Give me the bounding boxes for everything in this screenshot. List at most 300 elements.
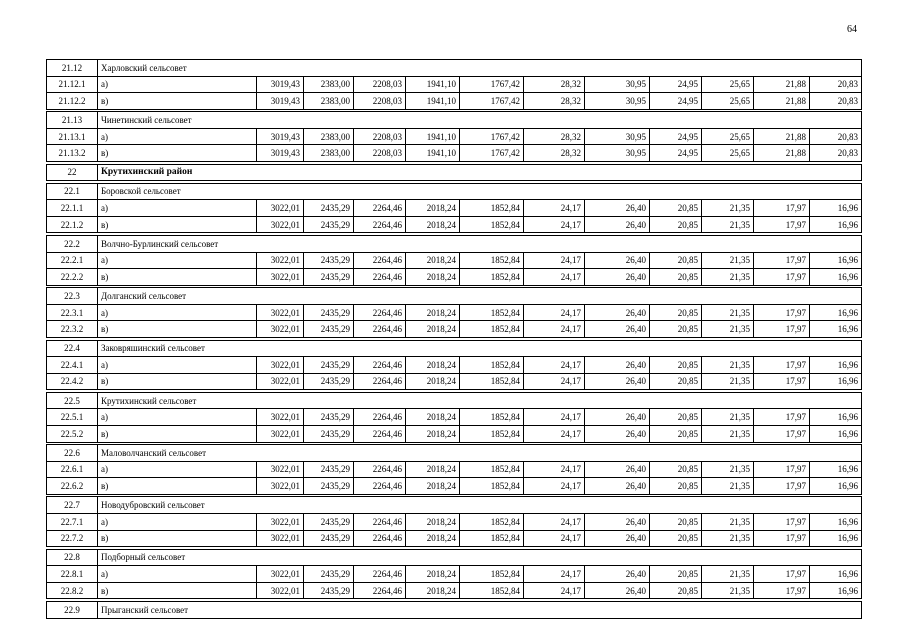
value-cell: 1852,84: [460, 321, 524, 338]
row-variant: в): [98, 321, 257, 338]
value-cell: 24,17: [524, 321, 585, 338]
value-cell: 21,35: [702, 530, 754, 547]
value-cell: 2435,29: [304, 269, 354, 286]
value-cell: 20,85: [650, 530, 702, 547]
district-title: Крутихинский район: [98, 164, 862, 181]
value-cell: 17,97: [754, 252, 810, 269]
value-cell: 3019,43: [257, 145, 304, 162]
value-cell: 2435,29: [304, 357, 354, 374]
value-cell: 2208,03: [354, 93, 406, 110]
table-row: [47, 200, 862, 217]
row-code: 22.6.2: [47, 478, 98, 495]
value-cell: 26,40: [585, 461, 650, 478]
row-variant: а): [98, 461, 257, 478]
value-cell: 2018,24: [406, 321, 460, 338]
value-cell: 20,83: [810, 128, 862, 145]
value-cell: 2435,29: [304, 304, 354, 321]
row-code: 22.2.2: [47, 269, 98, 286]
value-cell: 24,17: [524, 216, 585, 233]
value-cell: 2383,00: [304, 128, 354, 145]
table-row: [47, 216, 862, 233]
value-cell: 2018,24: [406, 582, 460, 599]
value-cell: 24,17: [524, 357, 585, 374]
value-cell: 1852,84: [460, 252, 524, 269]
value-cell: 20,85: [650, 252, 702, 269]
value-cell: 2018,24: [406, 373, 460, 390]
value-cell: 20,85: [650, 425, 702, 442]
value-cell: 26,40: [585, 304, 650, 321]
row-variant: в): [98, 216, 257, 233]
value-cell: 21,35: [702, 304, 754, 321]
section-row: [47, 392, 862, 409]
row-variant: а): [98, 513, 257, 530]
value-cell: 2208,03: [354, 128, 406, 145]
value-cell: 2435,29: [304, 252, 354, 269]
row-code: 21.12.1: [47, 76, 98, 93]
value-cell: 20,85: [650, 582, 702, 599]
value-cell: 17,97: [754, 269, 810, 286]
row-variant: в): [98, 269, 257, 286]
value-cell: 16,96: [810, 357, 862, 374]
section-row: [47, 549, 862, 566]
row-code: 22.3.1: [47, 304, 98, 321]
table-row: [47, 373, 862, 390]
value-cell: 21,35: [702, 321, 754, 338]
row-variant: а): [98, 128, 257, 145]
value-cell: 1852,84: [460, 304, 524, 321]
value-cell: 2018,24: [406, 461, 460, 478]
value-cell: 3022,01: [257, 304, 304, 321]
section-title: Новодубровский сельсовет: [98, 497, 862, 514]
value-cell: 1852,84: [460, 200, 524, 217]
value-cell: 2264,46: [354, 357, 406, 374]
value-cell: 2264,46: [354, 409, 406, 426]
value-cell: 16,96: [810, 252, 862, 269]
value-cell: 2435,29: [304, 200, 354, 217]
row-code: 21.13.2: [47, 145, 98, 162]
section-title: Крутихинский сельсовет: [98, 392, 862, 409]
value-cell: 1852,84: [460, 425, 524, 442]
table-row: [47, 145, 862, 162]
section-row: [47, 112, 862, 129]
value-cell: 2018,24: [406, 304, 460, 321]
row-code: 22.5.1: [47, 409, 98, 426]
value-cell: 16,96: [810, 513, 862, 530]
value-cell: 24,17: [524, 409, 585, 426]
section-row: [47, 288, 862, 305]
value-cell: 20,85: [650, 478, 702, 495]
value-cell: 26,40: [585, 566, 650, 583]
row-variant: а): [98, 76, 257, 93]
row-code: 22.3: [47, 288, 98, 305]
value-cell: 2264,46: [354, 373, 406, 390]
value-cell: 3022,01: [257, 357, 304, 374]
row-variant: в): [98, 93, 257, 110]
value-cell: 2264,46: [354, 200, 406, 217]
value-cell: 24,17: [524, 530, 585, 547]
value-cell: 26,40: [585, 373, 650, 390]
value-cell: 21,35: [702, 425, 754, 442]
table-row: [47, 582, 862, 599]
value-cell: 20,85: [650, 461, 702, 478]
value-cell: 16,96: [810, 200, 862, 217]
table-row: [47, 425, 862, 442]
value-cell: 2018,24: [406, 425, 460, 442]
row-variant: а): [98, 252, 257, 269]
value-cell: 3022,01: [257, 269, 304, 286]
value-cell: 2435,29: [304, 566, 354, 583]
value-cell: 2264,46: [354, 513, 406, 530]
row-variant: в): [98, 478, 257, 495]
section-row: [47, 60, 862, 77]
section-title: Маловолчанский сельсовет: [98, 445, 862, 462]
value-cell: 1852,84: [460, 566, 524, 583]
row-code: 22.5.2: [47, 425, 98, 442]
value-cell: 21,35: [702, 478, 754, 495]
value-cell: 17,97: [754, 582, 810, 599]
row-code: 22.1.1: [47, 200, 98, 217]
value-cell: 21,35: [702, 582, 754, 599]
table-row: [47, 252, 862, 269]
row-code: 21.12.2: [47, 93, 98, 110]
row-code: 22.5: [47, 392, 98, 409]
row-code: 22.8.2: [47, 582, 98, 599]
value-cell: 16,96: [810, 373, 862, 390]
value-cell: 1852,84: [460, 461, 524, 478]
value-cell: 16,96: [810, 269, 862, 286]
table-row: [47, 461, 862, 478]
value-cell: 26,40: [585, 321, 650, 338]
value-cell: 2435,29: [304, 425, 354, 442]
value-cell: 2264,46: [354, 304, 406, 321]
value-cell: 3019,43: [257, 93, 304, 110]
value-cell: 21,35: [702, 513, 754, 530]
value-cell: 1767,42: [460, 93, 524, 110]
value-cell: 2383,00: [304, 145, 354, 162]
value-cell: 1852,84: [460, 269, 524, 286]
value-cell: 20,83: [810, 76, 862, 93]
value-cell: 16,96: [810, 409, 862, 426]
table-row: [47, 478, 862, 495]
value-cell: 17,97: [754, 566, 810, 583]
value-cell: 2264,46: [354, 216, 406, 233]
value-cell: 3022,01: [257, 566, 304, 583]
value-cell: 2435,29: [304, 321, 354, 338]
value-cell: 30,95: [585, 128, 650, 145]
row-variant: в): [98, 425, 257, 442]
value-cell: 3022,01: [257, 216, 304, 233]
value-cell: 16,96: [810, 566, 862, 583]
value-cell: 30,95: [585, 145, 650, 162]
table-row: [47, 357, 862, 374]
value-cell: 24,17: [524, 582, 585, 599]
value-cell: 26,40: [585, 409, 650, 426]
row-variant: а): [98, 200, 257, 217]
table-body: [47, 60, 862, 619]
section-row: [47, 235, 862, 252]
value-cell: 25,65: [702, 76, 754, 93]
table-row: [47, 269, 862, 286]
value-cell: 20,85: [650, 304, 702, 321]
value-cell: 25,65: [702, 128, 754, 145]
value-cell: 2264,46: [354, 530, 406, 547]
value-cell: 26,40: [585, 269, 650, 286]
value-cell: 30,95: [585, 93, 650, 110]
row-variant: а): [98, 566, 257, 583]
row-code: 22.4.2: [47, 373, 98, 390]
value-cell: 1852,84: [460, 409, 524, 426]
value-cell: 21,88: [754, 93, 810, 110]
table-row: [47, 304, 862, 321]
value-cell: 24,95: [650, 128, 702, 145]
row-variant: а): [98, 409, 257, 426]
value-cell: 28,32: [524, 145, 585, 162]
row-code: 22.6.1: [47, 461, 98, 478]
value-cell: 3022,01: [257, 513, 304, 530]
value-cell: 17,97: [754, 513, 810, 530]
value-cell: 21,35: [702, 216, 754, 233]
value-cell: 30,95: [585, 76, 650, 93]
row-code: 22.7: [47, 497, 98, 514]
value-cell: 17,97: [754, 216, 810, 233]
value-cell: 1852,84: [460, 582, 524, 599]
value-cell: 3019,43: [257, 76, 304, 93]
value-cell: 26,40: [585, 530, 650, 547]
value-cell: 26,40: [585, 478, 650, 495]
row-variant: в): [98, 582, 257, 599]
value-cell: 2018,24: [406, 513, 460, 530]
value-cell: 2018,24: [406, 216, 460, 233]
value-cell: 26,40: [585, 425, 650, 442]
table-row: [47, 409, 862, 426]
value-cell: 1852,84: [460, 513, 524, 530]
value-cell: 2264,46: [354, 321, 406, 338]
value-cell: 3022,01: [257, 478, 304, 495]
value-cell: 2435,29: [304, 461, 354, 478]
value-cell: 3022,01: [257, 373, 304, 390]
row-code: 21.12: [47, 60, 98, 77]
value-cell: 21,88: [754, 145, 810, 162]
value-cell: 16,96: [810, 582, 862, 599]
value-cell: 2018,24: [406, 530, 460, 547]
value-cell: 2383,00: [304, 76, 354, 93]
value-cell: 20,85: [650, 513, 702, 530]
value-cell: 2435,29: [304, 478, 354, 495]
row-code: 21.13: [47, 112, 98, 129]
value-cell: 26,40: [585, 513, 650, 530]
value-cell: 21,35: [702, 373, 754, 390]
value-cell: 1767,42: [460, 145, 524, 162]
row-code: 22.4: [47, 340, 98, 357]
value-cell: 2264,46: [354, 461, 406, 478]
value-cell: 16,96: [810, 478, 862, 495]
value-cell: 24,17: [524, 461, 585, 478]
value-cell: 2435,29: [304, 216, 354, 233]
value-cell: 2208,03: [354, 145, 406, 162]
value-cell: 16,96: [810, 304, 862, 321]
row-code: 22: [47, 164, 98, 181]
value-cell: 16,96: [810, 425, 862, 442]
value-cell: 26,40: [585, 200, 650, 217]
value-cell: 17,97: [754, 357, 810, 374]
value-cell: 24,17: [524, 252, 585, 269]
value-cell: 2208,03: [354, 76, 406, 93]
row-code: 22.3.2: [47, 321, 98, 338]
value-cell: 20,85: [650, 321, 702, 338]
value-cell: 2018,24: [406, 357, 460, 374]
value-cell: 17,97: [754, 321, 810, 338]
value-cell: 25,65: [702, 145, 754, 162]
value-cell: 2018,24: [406, 566, 460, 583]
value-cell: 26,40: [585, 252, 650, 269]
row-code: 21.13.1: [47, 128, 98, 145]
value-cell: 20,85: [650, 216, 702, 233]
section-title: Чинетинский сельсовет: [98, 112, 862, 129]
value-cell: 2435,29: [304, 513, 354, 530]
value-cell: 1852,84: [460, 216, 524, 233]
table-row: [47, 321, 862, 338]
value-cell: 16,96: [810, 530, 862, 547]
value-cell: 3022,01: [257, 200, 304, 217]
row-code: 22.8.1: [47, 566, 98, 583]
value-cell: 2264,46: [354, 566, 406, 583]
value-cell: 28,32: [524, 93, 585, 110]
value-cell: 1767,42: [460, 128, 524, 145]
tariff-table: [46, 59, 862, 619]
value-cell: 3019,43: [257, 128, 304, 145]
table-row: [47, 128, 862, 145]
section-title: Долганский сельсовет: [98, 288, 862, 305]
value-cell: 3022,01: [257, 409, 304, 426]
value-cell: 20,85: [650, 269, 702, 286]
table-row: [47, 530, 862, 547]
row-code: 22.7.1: [47, 513, 98, 530]
value-cell: 24,17: [524, 566, 585, 583]
district-row: [47, 164, 862, 181]
value-cell: 26,40: [585, 216, 650, 233]
value-cell: 24,17: [524, 269, 585, 286]
value-cell: 1941,10: [406, 145, 460, 162]
value-cell: 17,97: [754, 200, 810, 217]
value-cell: 2264,46: [354, 269, 406, 286]
section-row: [47, 601, 862, 618]
value-cell: 20,83: [810, 145, 862, 162]
value-cell: 20,85: [650, 373, 702, 390]
value-cell: 2264,46: [354, 252, 406, 269]
section-title: Боровской сельсовет: [98, 183, 862, 200]
row-variant: а): [98, 357, 257, 374]
value-cell: 3022,01: [257, 321, 304, 338]
value-cell: 2018,24: [406, 200, 460, 217]
value-cell: 26,40: [585, 357, 650, 374]
row-code: 22.9: [47, 601, 98, 618]
value-cell: 24,17: [524, 513, 585, 530]
row-code: 22.2.1: [47, 252, 98, 269]
value-cell: 17,97: [754, 409, 810, 426]
value-cell: 21,35: [702, 252, 754, 269]
value-cell: 21,88: [754, 76, 810, 93]
section-row: [47, 183, 862, 200]
section-title: Подборный сельсовет: [98, 549, 862, 566]
value-cell: 21,35: [702, 269, 754, 286]
value-cell: 16,96: [810, 216, 862, 233]
value-cell: 24,95: [650, 145, 702, 162]
value-cell: 3022,01: [257, 461, 304, 478]
value-cell: 21,88: [754, 128, 810, 145]
section-row: [47, 497, 862, 514]
value-cell: 17,97: [754, 425, 810, 442]
value-cell: 16,96: [810, 321, 862, 338]
value-cell: 21,35: [702, 357, 754, 374]
value-cell: 24,17: [524, 200, 585, 217]
value-cell: 24,17: [524, 425, 585, 442]
value-cell: 3022,01: [257, 530, 304, 547]
value-cell: 17,97: [754, 461, 810, 478]
row-code: 22.2: [47, 235, 98, 252]
value-cell: 2018,24: [406, 409, 460, 426]
value-cell: 1767,42: [460, 76, 524, 93]
value-cell: 24,17: [524, 373, 585, 390]
value-cell: 2264,46: [354, 478, 406, 495]
value-cell: 1852,84: [460, 357, 524, 374]
value-cell: 24,95: [650, 76, 702, 93]
page-number: 64: [847, 24, 857, 35]
value-cell: 2383,00: [304, 93, 354, 110]
row-variant: в): [98, 530, 257, 547]
value-cell: 24,95: [650, 93, 702, 110]
table-row: [47, 566, 862, 583]
value-cell: 24,17: [524, 304, 585, 321]
section-row: [47, 445, 862, 462]
row-code: 22.4.1: [47, 357, 98, 374]
value-cell: 16,96: [810, 461, 862, 478]
value-cell: 3022,01: [257, 425, 304, 442]
section-title: Прыганский сельсовет: [98, 601, 862, 618]
value-cell: 26,40: [585, 582, 650, 599]
value-cell: 28,32: [524, 76, 585, 93]
value-cell: 2018,24: [406, 478, 460, 495]
value-cell: 20,85: [650, 566, 702, 583]
value-cell: 2018,24: [406, 252, 460, 269]
value-cell: 20,85: [650, 200, 702, 217]
value-cell: 1852,84: [460, 530, 524, 547]
row-code: 22.1.2: [47, 216, 98, 233]
section-title: Волчно-Бурлинский сельсовет: [98, 235, 862, 252]
value-cell: 2435,29: [304, 373, 354, 390]
value-cell: 17,97: [754, 373, 810, 390]
value-cell: 2435,29: [304, 530, 354, 547]
value-cell: 20,85: [650, 409, 702, 426]
table-row: [47, 93, 862, 110]
value-cell: 1941,10: [406, 76, 460, 93]
value-cell: 1852,84: [460, 373, 524, 390]
value-cell: 3022,01: [257, 252, 304, 269]
row-code: 22.8: [47, 549, 98, 566]
value-cell: 25,65: [702, 93, 754, 110]
value-cell: 1852,84: [460, 478, 524, 495]
row-variant: а): [98, 304, 257, 321]
row-code: 22.6: [47, 445, 98, 462]
table-row: [47, 76, 862, 93]
row-variant: в): [98, 373, 257, 390]
table-row: [47, 513, 862, 530]
value-cell: 17,97: [754, 530, 810, 547]
value-cell: 2435,29: [304, 582, 354, 599]
value-cell: 21,35: [702, 200, 754, 217]
row-code: 22.7.2: [47, 530, 98, 547]
value-cell: 21,35: [702, 409, 754, 426]
value-cell: 24,17: [524, 478, 585, 495]
